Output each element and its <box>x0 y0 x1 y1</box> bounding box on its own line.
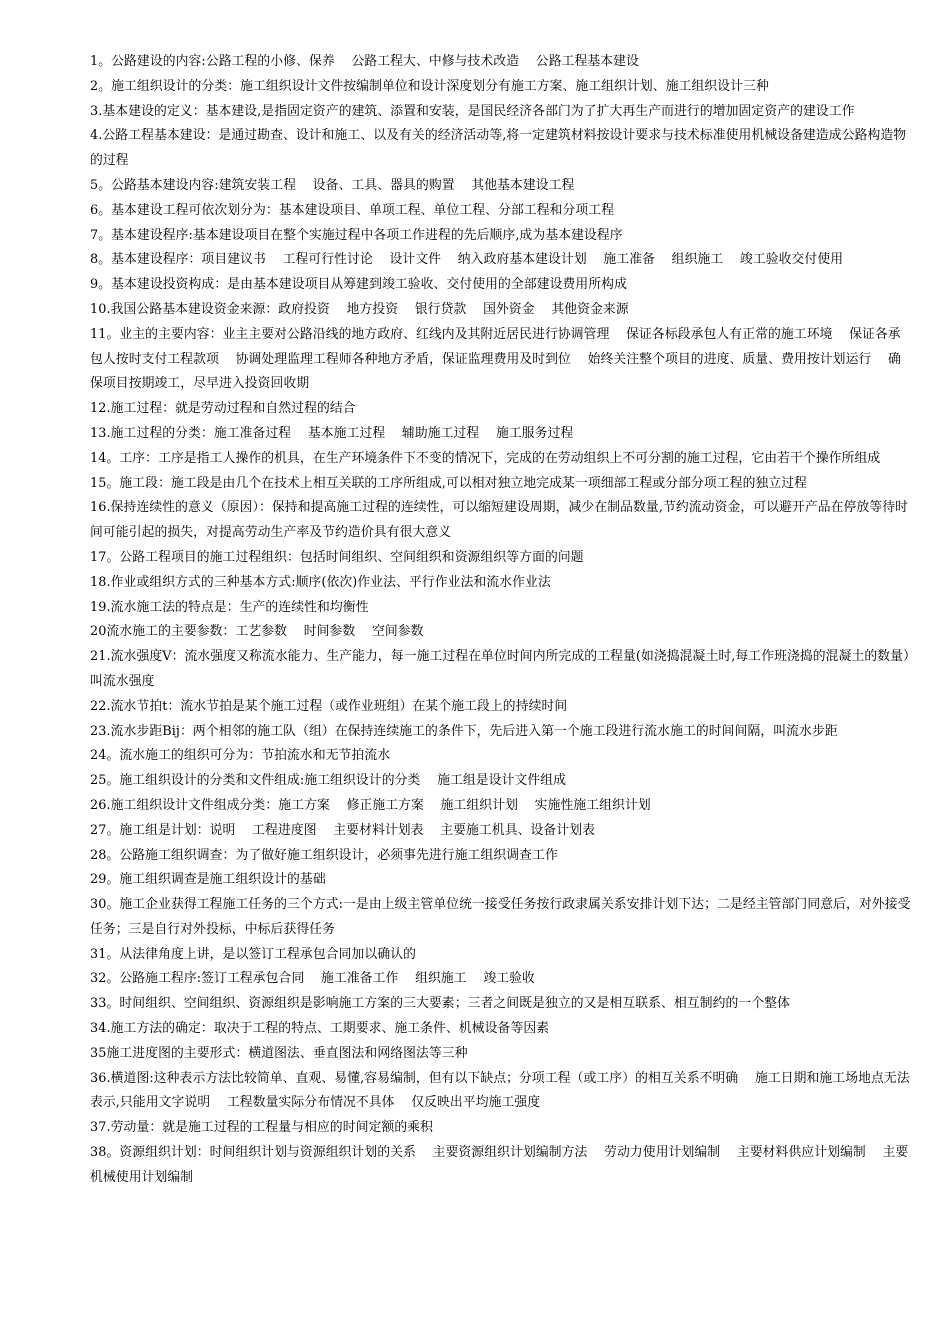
document-paragraph: 19.流水施工法的特点是：生产的连续性和均衡性 <box>90 599 369 615</box>
document-paragraph: 9。基本建设投资构成：是由基本建设项目从筹建到竣工验收、交付使用的全部建设费用所构成 <box>90 277 628 293</box>
document-paragraph: 6。基本建设工程可依次划分为：基本建设项目、单项工程、单位工程、分部工程和分项工程 <box>90 202 615 218</box>
document-paragraph: 25。施工组织设计的分类和文件组成:施工组织设计的分类 施工组是设计文件组成 <box>90 773 567 789</box>
document-paragraph: 28。公路施工组织调查：为了做好施工组织设计，必须事先进行施工组织调查工作 <box>90 847 558 863</box>
document-paragraph: 10.我国公路基本建设资金来源：政府投资 地方投资 银行贷款 国外资金 其他资金来源 <box>90 301 629 317</box>
document-paragraph: 8。基本建设程序：项目建议书 工程可行性讨论 设计文件 纳入政府基本建设计划 施工准备 组织施工 竣工验收交付使用 <box>90 252 844 268</box>
document-paragraph: 12.施工过程：就是劳动过程和自然过程的结合 <box>90 401 356 417</box>
document-paragraph: 21.流水强度V：流水强度又称流水能力、生产能力，每一施工过程在单位时间内所完成的工程量(如浇捣混凝土时,每工作班浇捣的混凝土的数量）叫流水强度 <box>90 649 910 689</box>
document-paragraph: 4.公路工程基本建设：是通过勘查、设计和施工、以及有关的经济活动等,将一定建筑材料按设计要求与技术标准使用机械设备建造成公路构造物的过程 <box>90 128 907 169</box>
document-paragraph: 17。公路工程项目的施工过程组织：包括时间组织、空间组织和资源组织等方面的问题 <box>90 549 584 565</box>
document-paragraph: 20流水施工的主要参数：工艺参数 时间参数 空间参数 <box>90 624 424 640</box>
document-paragraph: 34.施工方法的确定：取决于工程的特点、工期要求、施工条件、机械设备等因素 <box>90 1021 550 1037</box>
document-paragraph: 24。流水施工的组织可分为：节拍流水和无节拍流水 <box>90 748 391 764</box>
document-paragraph: 33。时间组织、空间组织、资源组织是影响施工方案的三大要素；三者之间既是独立的又是相互联系、相互制约的一个整体 <box>90 996 791 1012</box>
document-body <box>90 50 912 1191</box>
document-paragraph: 36.横道图:这种表示方法比较简单、直观、易懂,容易编制，但有以下缺点；分项工程（或工序）的相互关系不明确 施工日期和施工场地点无法表示,只能用文字说明 工程数量实际分布情况不具体 仅反映出平均施工强度 <box>90 1070 910 1111</box>
document-paragraph: 1。公路建设的内容:公路工程的小修、保养 公路工程大、中修与技术改造 公路工程基本建设 <box>90 54 639 69</box>
document-paragraph: 18.作业或组织方式的三种基本方式:顺序(依次)作业法、平行作业法和流水作业法 <box>90 574 551 590</box>
document-paragraph: 35施工进度图的主要形式：横道图法、垂直图法和网络图法等三种 <box>90 1045 468 1061</box>
document-paragraph: 15。施工段：施工段是由几个在技术上相互关联的工序所组成,可以相对独立地完成某一项细部工程或分部分项工程的独立过程 <box>90 475 808 491</box>
document-paragraph: 30。施工企业获得工程施工任务的三个方式:一是由上级主管单位统一接受任务按行政隶属关系安排计划下达；二是经主管部门同意后，对外接受任务；三是自行对外投标，中标后获得任务 <box>90 897 911 937</box>
document-paragraph: 3.基本建设的定义：基本建设,是指固定资产的建筑、添置和安装，是国民经济各部门为了扩大再生产而进行的增加固定资产的建设工作 <box>90 103 855 119</box>
document-paragraph: 16.保持连续性的意义（原因）：保持和提高施工过程的连续性，可以缩短建设周期，减少在制品数量,节约流动资金，可以避开产品在停放等待时间可能引起的损失，对提高劳动生产率及节约造价具有很大意义 <box>90 500 909 541</box>
document-paragraph: 26.施工组织设计文件组成分类：施工方案 修正施工方案 施工组织计划 实施性施工组织计划 <box>90 797 651 813</box>
document-paragraph: 22.流水节拍t：流水节拍是某个施工过程（或作业班组）在某个施工段上的持续时间 <box>90 698 568 714</box>
document-paragraph: 38。资源组织计划：时间组织计划与资源组织计划的关系 主要资源组织计划编制方法 劳动力使用计划编制 主要材料供应计划编制 主要机械使用计划编制 <box>90 1145 909 1185</box>
document-paragraph: 5。公路基本建设内容:建筑安装工程 设备、工具、器具的购置 其他基本建设工程 <box>90 177 575 193</box>
document-paragraph: 29。施工组织调查是施工组织设计的基础 <box>90 872 326 888</box>
document-paragraph: 37.劳动量：就是施工过程的工程量与相应的时间定额的乘积 <box>90 1120 434 1136</box>
document-paragraph: 14。工序：工序是指工人操作的机具，在生产环境条件下不变的情况下，完成的在劳动组织上不可分割的施工过程，它由若干个操作所组成 <box>90 450 881 466</box>
document-paragraph: 11。业主的主要内容：业主主要对公路沿线的地方政府、红线内及其附近居民进行协调管理 保证各标段承包人有正常的施工环境 保证各承包人按时支付工程款项 协调处理监理工程师各种地方矛盾，保证监理费用及时到位 始终关注整个项目的进度、质量、费用按计划运行 确保项目按期竣工，尽早进入投资回收期 <box>90 326 901 392</box>
document-paragraph: 32。公路施工程序:签订工程承包合同 施工准备工作 组织施工 竣工验收 <box>90 971 535 987</box>
document-paragraph: 7。基本建设程序:基本建设项目在整个实施过程中各项工作进程的先后顺序,成为基本建设程序 <box>90 227 623 243</box>
document-paragraph: 27。施工组是计划：说明 工程进度图 主要材料计划表 主要施工机具、设备计划表 <box>90 822 595 838</box>
document-paragraph: 13.施工过程的分类：施工准备过程 基本施工过程 辅助施工过程 施工服务过程 <box>90 425 574 441</box>
document-paragraph: 23.流水步距Bij：两个相邻的施工队（组）在保持连续施工的条件下，先后进入第一个施工段进行流水施工的时间间隔，叫流水步距 <box>90 723 838 739</box>
document-paragraph: 31。从法律角度上讲，是以签订工程承包合同加以确认的 <box>90 946 417 962</box>
document-paragraph: 2。施工组织设计的分类：施工组织设计文件按编制单位和设计深度划分有施工方案、施工组织计划、施工组织设计三种 <box>90 78 769 94</box>
